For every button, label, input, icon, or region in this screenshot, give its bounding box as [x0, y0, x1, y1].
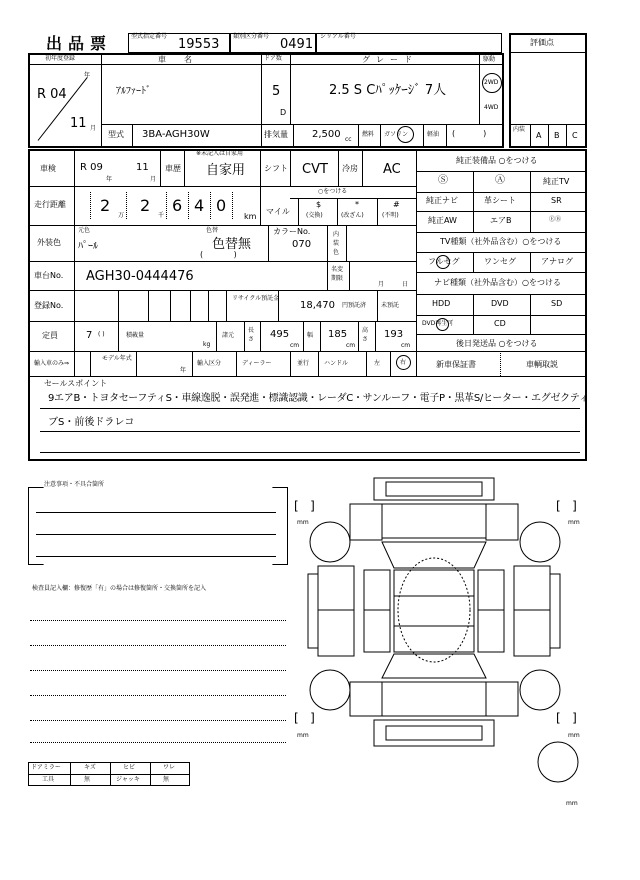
mileage-digit-5: 0	[216, 196, 227, 215]
serial-label: シリアル番号	[320, 33, 356, 40]
spare-wheel	[538, 742, 578, 782]
miles-label: マイル	[266, 207, 290, 216]
length-label: 長さ	[248, 327, 255, 343]
height-label: 高さ	[362, 327, 369, 343]
navi-dvd: DVD	[491, 299, 509, 308]
displacement-unit: cc	[345, 136, 352, 143]
ac-value: AC	[383, 162, 401, 177]
legend-jack-value: 無	[163, 776, 170, 783]
color-no-value: 070	[292, 239, 312, 250]
tv-fullseg-circle	[436, 255, 450, 269]
leather-seat: 革シート	[484, 196, 516, 205]
color-change-label: 色替	[206, 227, 219, 234]
original-color-label: 元色	[78, 227, 91, 234]
legend-door-mirror: ドアミラー	[31, 764, 61, 771]
chassis-label: 車台No.	[34, 271, 64, 280]
front-left-mm: mm	[297, 519, 309, 526]
oem-equipment-title: 純正装備品 ○をつける	[456, 156, 538, 165]
odo-exchange: $	[316, 200, 322, 209]
recycle-amount: 18,470	[300, 300, 335, 311]
width-label: 幅	[307, 332, 314, 339]
history-note: ※未記入は自家用	[196, 150, 244, 157]
legend-break: ワレ	[163, 764, 176, 771]
recycle-label: リサイクル預託金	[232, 295, 280, 302]
interior-grade-c: C	[572, 131, 578, 140]
sales-point-label: セールスポイント	[44, 379, 108, 388]
width-value: 185	[328, 329, 348, 340]
history-label: 車歴	[165, 164, 181, 173]
legend-tools-value: 無	[84, 776, 91, 783]
navi-sd: SD	[551, 299, 563, 308]
airbag-option: エアB	[490, 216, 512, 225]
front-right-mm: mm	[568, 519, 580, 526]
dims-label: 諸元	[222, 332, 235, 339]
sales-point-line-1: 9エアB・トヨタセーフティS・車線逸脱・誤発進・標識認識・レーダC・サンルーフ・電子P・黒革S/ヒーター・エグゼクティ	[48, 393, 589, 404]
front-left-wheel	[310, 522, 350, 562]
height-value: 193	[384, 329, 404, 340]
fuel-diesel: 軽油	[427, 131, 440, 138]
front-right-wheel	[520, 522, 560, 562]
mileage-man-unit: 万	[118, 212, 125, 219]
displacement: 2,500	[312, 129, 341, 140]
model-type-label: 型式	[108, 130, 124, 139]
cd-option: CD	[494, 319, 506, 328]
legend-jack: ジャッキ	[116, 776, 140, 783]
capacity-value: 7	[86, 330, 93, 341]
handle-right: 右	[400, 359, 407, 366]
svg-text:[ ]: [ ]	[556, 711, 577, 725]
length-unit: cm	[290, 342, 300, 349]
sunroof-mark: Ⓢ	[438, 175, 448, 186]
caution-bracket	[28, 487, 288, 565]
mileage-sen-unit: 千	[158, 212, 165, 219]
model-year-label: モデル年式	[102, 355, 132, 362]
legend-scratch: キズ	[84, 764, 96, 771]
shift-value: CVT	[302, 162, 328, 177]
navi-type-title: ナビ種類（社外品含む）○をつける	[434, 278, 561, 287]
handle-label: ハンドル	[324, 360, 349, 367]
fuel-label: 燃料	[362, 131, 375, 138]
category-number: 0491	[280, 37, 314, 52]
inspector-label: 検査員記入欄：修復歴「有」の場合は修復箇所・交換箇所を記入	[32, 585, 207, 592]
sales-point-line-2: ブS・前後ドラレコ	[48, 417, 135, 428]
color-value: ﾊﾟｰﾙ	[78, 241, 98, 252]
legend-crack: ヒビ	[123, 764, 136, 771]
first-reg-era: R 04	[37, 87, 67, 102]
tv-analog: アナログ	[541, 257, 573, 266]
interior-grade-a: A	[536, 131, 542, 140]
shift-label: シフト	[264, 164, 288, 173]
tv-oneseg: ワンセグ	[484, 257, 516, 266]
odo-exchange-note: (交換)	[306, 212, 323, 219]
color-change-value: 色替無	[212, 237, 252, 252]
dealer-label: ディーラー	[242, 360, 272, 367]
load-unit: kg	[203, 341, 211, 348]
load-label: 積載量	[126, 332, 145, 339]
mileage-label: 走行距離	[34, 200, 66, 209]
drive-4wd: 4WD	[484, 104, 499, 111]
doors-value: 5	[272, 84, 281, 99]
rating-label: 評価点	[530, 38, 554, 47]
recycle-unpaid: 未預託	[381, 302, 400, 309]
svg-text:[ ]: [ ]	[294, 711, 315, 725]
page-title: 出品票	[46, 34, 113, 53]
model-type: 3BA-AGH30W	[142, 129, 210, 140]
doors-label: ドア数	[264, 55, 282, 62]
first-reg-label: 初年度登録	[45, 55, 76, 62]
odo-note: ○をつける	[318, 188, 348, 195]
caution-label: 注意事項・不具合箇所	[44, 481, 105, 488]
color-no-label: カラーNo.	[273, 227, 311, 236]
vehicle-manual: 車輌取説	[526, 360, 558, 369]
reg-no-label: 登録No.	[34, 301, 64, 310]
recycle-unit: 円預託済	[342, 302, 367, 309]
rear-right-mm: mm	[568, 732, 580, 739]
model-spec-label: 型式指定番号	[131, 33, 168, 40]
title-change-label: 名変期限	[331, 266, 344, 282]
import-only-label: 輸入車のみ⇒	[34, 360, 70, 367]
car-damage-diagram	[290, 470, 610, 815]
drive-2wd: 2WD	[484, 79, 499, 86]
length-value: 495	[270, 329, 290, 340]
fuel-other-paren: ( )	[452, 129, 487, 138]
ac-label: 冷房	[342, 164, 358, 173]
inspection-year-unit: 年	[106, 176, 113, 183]
first-reg-month-unit: 月	[90, 125, 97, 132]
car-name: ｱﾙﾌｧｰﾄﾞ	[116, 86, 151, 97]
eb-mark: ⒺⒷ	[549, 216, 562, 223]
oem-navi: 純正ナビ	[426, 196, 458, 205]
capacity-paren: ( )	[98, 331, 105, 338]
svg-text:[ ]: [ ]	[294, 499, 315, 513]
dvd-playback: DVD再生可	[422, 320, 454, 327]
interior-grade-b: B	[554, 131, 560, 140]
odo-altered: *	[355, 200, 359, 209]
odo-unknown-note: (不明)	[382, 212, 399, 219]
spare-mm: mm	[566, 800, 578, 807]
model-year-unit: 年	[180, 367, 187, 374]
width-unit: cm	[346, 342, 356, 349]
height-unit: cm	[401, 342, 411, 349]
first-reg-year-unit: 年	[84, 72, 91, 79]
inspection-era: R 09	[80, 162, 103, 173]
chassis-value: AGH30-0444476	[86, 269, 194, 284]
after-items-title: 後日発送品 ○をつける	[456, 339, 538, 348]
inspection-label: 車検	[40, 164, 56, 173]
mileage-digit-2: 2	[140, 196, 151, 215]
odo-unknown: #	[393, 200, 400, 209]
navi-hdd: HDD	[432, 299, 451, 308]
alloy-mark: Ⓐ	[495, 175, 505, 186]
mileage-digit-4: 4	[194, 196, 205, 215]
oem-aw: 純正AW	[428, 216, 457, 225]
drive-label: 駆動	[483, 56, 496, 63]
fuel-gasoline: ガソリン	[384, 131, 409, 138]
handle-left: 左	[374, 360, 381, 367]
first-reg-month: 11	[70, 116, 87, 131]
inspection-month: 11	[136, 162, 149, 173]
odo-altered-note: (改ざん)	[341, 212, 364, 219]
car-name-label: 車名	[158, 55, 210, 64]
sr-option: SR	[551, 196, 562, 205]
interior-label: 内装	[513, 126, 526, 133]
fuel-selected-circle	[397, 126, 414, 143]
color-change-paren: ( )	[200, 250, 237, 259]
import-type-label: 輸入区分	[197, 360, 222, 367]
rear-left-wheel	[310, 670, 350, 710]
capacity-label: 定員	[42, 331, 58, 340]
interior-color-label: 内装色	[333, 231, 340, 256]
title-change-day: 日	[402, 281, 409, 288]
legend-tools: 工具	[42, 776, 55, 783]
title-change-month: 月	[378, 281, 385, 288]
model-spec-number: 19553	[178, 37, 220, 52]
category-label: 類別区分番号	[233, 33, 270, 40]
displacement-label: 排気量	[264, 130, 288, 139]
mileage-km-unit: km	[244, 212, 257, 221]
inspection-month-unit: 月	[150, 176, 157, 183]
rear-left-mm: mm	[297, 732, 309, 739]
dvd-playback-circle	[436, 318, 449, 331]
oem-tv: 純正TV	[543, 177, 570, 186]
grade-label: グレード	[362, 55, 418, 64]
mileage-digit-3: 6	[172, 196, 183, 215]
warranty-book: 新車保証書	[436, 360, 476, 369]
rear-right-wheel	[520, 670, 560, 710]
grade-value: 2.5 S Cﾊﾟｯｹｰｼﾞ 7人	[329, 83, 447, 98]
tv-type-title: TV種類（社外品含む）○をつける	[440, 237, 562, 246]
door-type: D	[280, 108, 287, 117]
tv-fullseg: フルセグ	[428, 257, 460, 266]
color-label: 外装色	[37, 238, 61, 247]
history-value: 自家用	[206, 163, 246, 178]
svg-text:[ ]: [ ]	[556, 499, 577, 513]
parallel-label: 並行	[297, 360, 310, 367]
mileage-digit-1: 2	[100, 196, 111, 215]
